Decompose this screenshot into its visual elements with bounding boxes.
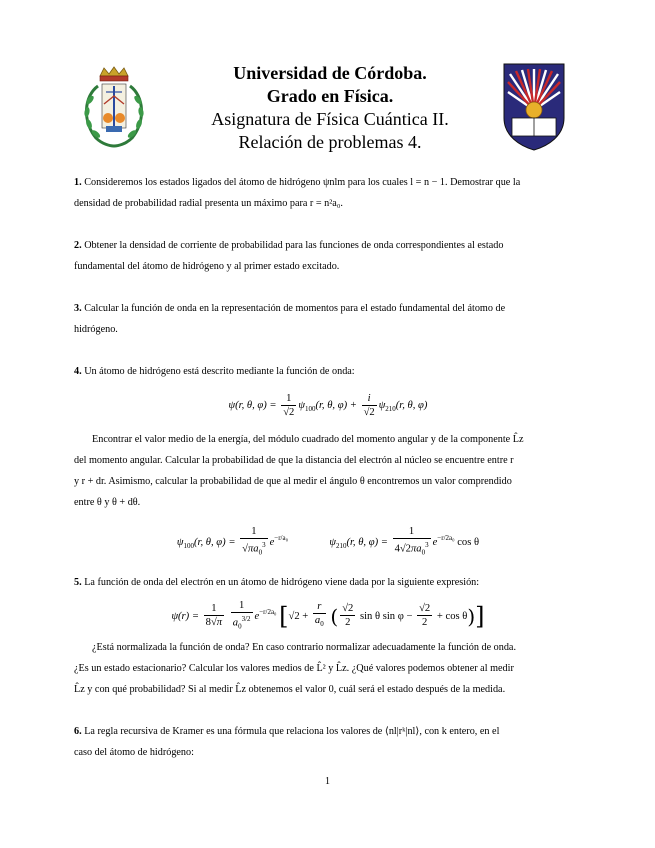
problem-text-line: caso del átomo de hidrógeno: (74, 747, 194, 759)
problem-number: 6. (74, 726, 82, 738)
university-title: Universidad de Córdoba. (233, 63, 427, 83)
problem-number: 1. (74, 177, 82, 188)
problem-text-line: ¿Es un estado estacionario? Calcular los valores medios de L̂² y L̂z. ¿Qué valores podemos obtener al medir (74, 663, 514, 675)
problem-text-line: densidad de probabilidad radial presenta un máximo para r = n²a₀. (74, 198, 343, 209)
problem-text-line: Consideremos los estados ligados del átomo de hidrógeno ψnlm para los cuales l = n − 1. Demostrar que la (84, 177, 521, 188)
problem-list (74, 172, 582, 763)
sheet-title: Relación de problemas 4. (238, 132, 422, 152)
problem-text-line: Encontrar el valor medio de la energía, del módulo cuadrado del momento angular y de la componente L̂z (92, 434, 524, 445)
degree-title: Grado en Física. (266, 86, 394, 106)
problem-5-question (74, 637, 582, 700)
problem-text-line: ¿Está normalizada la función de onda? En caso contrario normalizar adecuadamente la función de onda. (92, 642, 517, 654)
equation-wavefunction: ψ(r, θ, φ) = $\frac{1}{√2}$ $\psi_{100}(r$, θ, φ) + $\frac{i}{√2}$ $\psi_{210}(r$, θ, φ) (228, 393, 428, 418)
page-number: 1 (325, 776, 330, 787)
subject-title: Asignatura de Física Cuántica II. (211, 109, 449, 129)
problem-number: 3. (74, 303, 82, 314)
problem-6 (74, 721, 582, 763)
problem-text-line: y r + dr. Asimismo, calcular la probabilidad de que al medir el ángulo θ encontremos un valor comprendido (74, 476, 512, 487)
problem-text-line: Obtener la densidad de corriente de probabilidad para las funciones de onda correspondientes al estado (84, 240, 504, 251)
problem-number: 2. (74, 240, 82, 251)
problem-2 (74, 235, 582, 277)
problem-intro: La función de onda del electrón en un átomo de hidrógeno viene dada por la siguiente expresión: (84, 576, 480, 588)
title-block (170, 62, 490, 154)
problem-number: 4. (74, 366, 82, 377)
equation-electron-wavefunction: ψ(r) = $\frac{1}{8√\pi}$ $\frac{1}{a_0^{3/2}}$ $e^{-r/2a_0}$ [√2 + $\frac{r}{a_0}$ ( $\frac{√2}{2}$ sin θ sin φ − $\frac{√2}{2}$ + cos θ)] (171, 599, 485, 631)
problem-text-line: L̂z y con qué probabilidad? Si al medir L̂z obtenemos el valor 0, cuál será el estado después de la medida. (74, 684, 506, 696)
problem-number: 5. (74, 576, 82, 588)
problem-1 (74, 172, 582, 214)
equation-hydrogen-states: $\psi_{100}(r$, θ, φ) = $\frac{1}{√\pi a_0^3}$ $e^{-r/a_0}$ $\psi_{210}(r$, θ, φ) = $\frac{1}{4√2\pi a_0^3}$ $e^{-r/2a_0}$ cos θ (176, 526, 480, 557)
problem-text-line: entre θ y θ + dθ. (74, 497, 141, 508)
problem-text-line: hidrógeno. (74, 324, 118, 335)
problem-text-line: del momento angular. Calcular la probabilidad de que la distancia del electrón al núcleo se encuentre entre r (74, 455, 514, 466)
problem-text-line: fundamental del átomo de hidrógeno y al primer estado excitado. (74, 261, 340, 272)
problem-5 (74, 572, 582, 593)
problem-3 (74, 298, 582, 340)
problem-4-question (74, 429, 582, 513)
problem-text-line: La regla recursiva de Kramer es una fórmula que relaciona los valores de ⟨nl|rᵏ|nl⟩, con k entero, en el (84, 726, 500, 738)
university-crest-logo (78, 66, 150, 150)
problem-intro: Un átomo de hidrógeno está descrito mediante la función de onda: (84, 366, 355, 377)
university-shield-logo (500, 60, 568, 152)
problem-4 (74, 361, 582, 382)
problem-text-line: Calcular la función de onda en la representación de momentos para el estado fundamental del átomo de (84, 303, 506, 314)
header (0, 56, 655, 166)
